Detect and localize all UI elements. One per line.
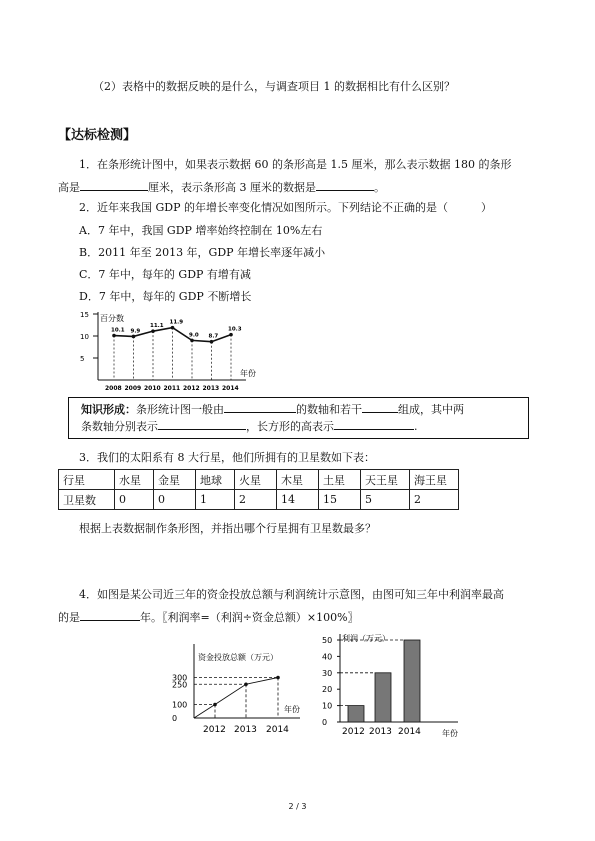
- table-cell: 水星: [115, 470, 154, 490]
- x-tick-label: 2014: [266, 725, 289, 735]
- table-cell: 1: [196, 490, 235, 510]
- q1-line2: [58, 179, 385, 195]
- x-tick-label: 2012: [342, 727, 365, 737]
- data-label: 10.1: [111, 327, 125, 334]
- y-tick-label: 5: [80, 355, 85, 363]
- q1-text-b: 厘米，表示条形高 3 厘米的数据是: [148, 181, 316, 194]
- table-cell: 行星: [59, 470, 115, 490]
- q2-option-b: B．2011 年至 2013 年，GDP 年增长率逐年减小: [79, 246, 326, 259]
- table-cell: 海王星: [410, 470, 459, 490]
- q1-text-c: 。: [374, 181, 385, 194]
- data-label: 11.9: [169, 319, 184, 326]
- q1-blank-2[interactable]: [316, 179, 374, 191]
- q3-stem: 3．我们的太阳系有 8 大行星，他们所拥有的卫星数如下表：: [79, 451, 375, 464]
- table-cell: 天王星: [361, 470, 410, 490]
- table-cell: 土星: [319, 470, 361, 490]
- x-tick-label: 2008: [105, 385, 122, 392]
- funding-series-line: [194, 678, 278, 719]
- knowledge-label: 知识形成：: [81, 403, 136, 416]
- y-tick-label: 20: [322, 685, 333, 695]
- table-cell: 2: [410, 490, 459, 510]
- profit-bar: [375, 673, 391, 722]
- x-axis-label: 年份: [442, 729, 458, 738]
- knowledge-text-2c: .: [414, 420, 418, 433]
- x-tick-label: 2013: [202, 385, 220, 392]
- x-axis-label: 年份: [284, 705, 300, 714]
- y-axis-label: 百分数: [100, 314, 124, 323]
- y-tick-label: 250: [172, 680, 188, 690]
- knowledge-text-1a: 条形统计图一般由: [136, 403, 224, 416]
- table-cell: 金星: [154, 470, 196, 490]
- profit-bar: [404, 640, 420, 722]
- table-cell: 地球: [196, 470, 235, 490]
- knowledge-blank-2[interactable]: [362, 401, 398, 413]
- q2-option-c: C．7 年中，每年的 GDP 有增有减: [79, 268, 251, 281]
- data-point: [132, 335, 136, 339]
- knowledge-line2: [81, 418, 418, 434]
- y-tick-label: 40: [322, 652, 333, 662]
- page-number: 2 / 3: [288, 802, 307, 811]
- y-tick-label: 10: [322, 701, 333, 711]
- x-tick-label: 2010: [144, 385, 161, 392]
- q4-blank[interactable]: [80, 609, 140, 621]
- data-point: [229, 333, 233, 337]
- knowledge-text-2b: ，长方形的高表示: [246, 420, 334, 433]
- x-tick-label: 2012: [183, 385, 200, 392]
- q1-line1: 1．在条形统计图中，如果表示数据 60 的条形高是 1.5 厘米，那么表示数据 180 的条形: [79, 158, 512, 171]
- gdp-growth-chart: [78, 308, 268, 396]
- data-point: [276, 676, 280, 680]
- data-point: [244, 682, 248, 686]
- table-cell: 15: [319, 490, 361, 510]
- data-point: [171, 326, 175, 330]
- x-tick-label: 2009: [124, 385, 142, 392]
- data-label: 8.7: [208, 333, 219, 340]
- x-tick-label: 2014: [222, 385, 239, 392]
- knowledge-blank-1[interactable]: [224, 401, 296, 413]
- y-tick-label: 100: [172, 700, 188, 710]
- chart-title: 利润（万元）: [342, 634, 390, 643]
- data-point: [210, 340, 214, 344]
- data-point: [151, 329, 155, 333]
- knowledge-blank-4[interactable]: [334, 418, 414, 430]
- knowledge-text-1c: 组成，其中两: [398, 403, 464, 416]
- y-tick-label: 0: [172, 714, 178, 723]
- q1-blank-1[interactable]: [80, 179, 148, 191]
- knowledge-blank-3[interactable]: [158, 418, 246, 430]
- q2-option-a: A．7 年中，我国 GDP 增率始终控制在 10%左右: [79, 224, 323, 237]
- data-point: [213, 703, 217, 707]
- q1-text-a: 高是: [58, 181, 80, 194]
- q4-line2: [58, 609, 359, 625]
- y-tick-label: 15: [80, 311, 89, 319]
- table-cell: 2: [235, 490, 277, 510]
- y-tick-label: 50: [322, 636, 333, 645]
- q2-stem: 2．近年来我国 GDP 的年增长率变化情况如图所示。下列结论不正确的是（ ）: [79, 201, 492, 214]
- funding-chart: [160, 640, 310, 745]
- y-tick-label: 10: [80, 333, 89, 341]
- knowledge-line1: [81, 401, 464, 417]
- x-tick-label: 2013: [234, 725, 257, 735]
- x-axis-label: 年份: [240, 369, 256, 378]
- x-tick-label: 2011: [163, 385, 181, 392]
- data-label: 9.0: [189, 332, 199, 339]
- profit-bar: [348, 706, 364, 722]
- q3-follow: 根据上表数据制作条形图，并指出哪个行星拥有卫星数最多？: [79, 522, 376, 535]
- x-tick-label: 2014: [398, 727, 421, 737]
- q4-line1: 4．如图是某公司近三年的资金投放总额与利润统计示意图，由图可知三年中利润率最高: [79, 588, 504, 601]
- x-tick-label: 2012: [203, 725, 226, 735]
- y-tick-label: 0: [322, 718, 328, 727]
- table-cell: 0: [115, 490, 154, 510]
- x-tick-label: 2013: [369, 727, 392, 737]
- profit-chart: [318, 628, 468, 745]
- data-label: 10.3: [228, 326, 242, 333]
- data-point: [190, 339, 194, 343]
- table-cell: 火星: [235, 470, 277, 490]
- table-cell: 5: [361, 490, 410, 510]
- data-point: [112, 334, 116, 338]
- table-row-header: [59, 470, 459, 490]
- data-label: 9.9: [130, 328, 141, 335]
- q2-option-d: D．7 年中，每年的 GDP 不断增长: [79, 290, 252, 303]
- section-title: 【达标检测】: [58, 128, 137, 143]
- table-cell: 14: [277, 490, 319, 510]
- q4-text-b: 年。〖利润率=（利润÷资金总额）×100%〗: [140, 611, 359, 624]
- table-row: [59, 490, 459, 510]
- q4-text-a: 的是: [58, 611, 80, 624]
- table-cell: 木星: [277, 470, 319, 490]
- satellite-table: [58, 469, 459, 510]
- knowledge-text-1b: 的数轴和若干: [296, 403, 362, 416]
- y-tick-label: 300: [172, 673, 188, 683]
- data-label: 11.1: [150, 323, 164, 330]
- chart-title: 资金投放总额（万元）: [198, 653, 278, 662]
- table-cell: 卫星数: [59, 490, 115, 510]
- table-cell: 0: [154, 490, 196, 510]
- question-prev: （2）表格中的数据反映的是什么，与调查项目 1 的数据相比有什么区别？: [93, 80, 455, 93]
- knowledge-text-2a: 条数轴分别表示: [81, 420, 158, 433]
- knowledge-box: [68, 397, 529, 439]
- y-tick-label: 30: [322, 668, 333, 678]
